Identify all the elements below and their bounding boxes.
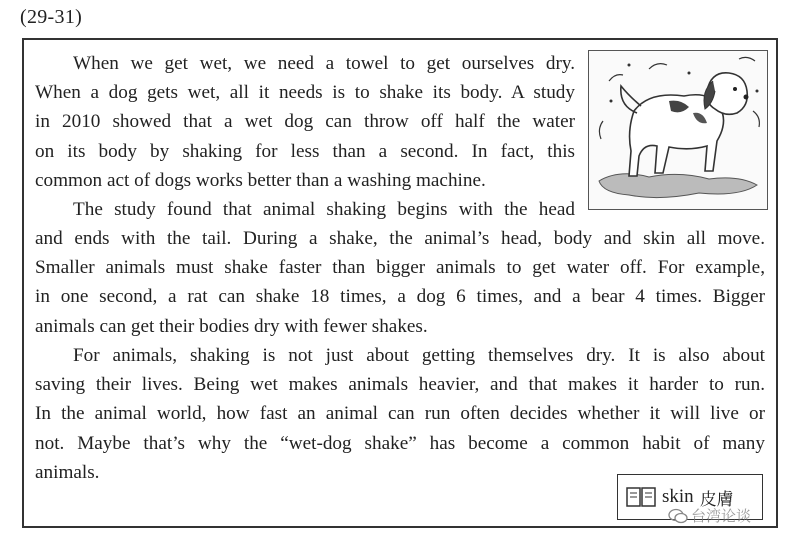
watermark — [668, 505, 751, 526]
paragraph-3 — [35, 341, 765, 487]
glossary-translation: 皮膚 — [699, 489, 734, 510]
paragraph-3-line: saving their lives. Being wet makes animals heavier, and that makes it harder to run. — [35, 374, 765, 396]
paragraph-1 — [35, 49, 575, 195]
book-icon — [626, 486, 656, 508]
paragraph-2-line: animals can get their bodies dry with fewer shakes. — [35, 315, 428, 337]
paragraph-2 — [35, 224, 765, 341]
paragraph-2-line: in one second, a rat can shake 18 times, a dog 6 times, and a bear 4 times. Bigger — [35, 286, 765, 308]
glossary-term: skin — [662, 486, 694, 507]
dog-icon — [589, 51, 766, 208]
paragraph-2-line: Smaller animals must shake faster than bigger animals to get water off. For example, — [35, 257, 765, 279]
question-range-label: (29-31) — [20, 6, 83, 28]
paragraph-2-line: and ends with the tail. During a shake, the animal’s head, body and skin all move. — [35, 228, 765, 249]
paragraph-1-line: When a dog gets wet, all it needs is to shake its body. A study — [35, 82, 575, 104]
paragraph-3-line: In the animal world, how fast an animal can run often decides whether it will live or — [35, 403, 765, 425]
paragraph-3-line: not. Maybe that’s why the “wet-dog shake” has become a common habit of many — [35, 432, 765, 454]
paragraph-1-line: on its body by shaking for less than a second. In fact, this — [35, 140, 575, 162]
wechat-icon — [668, 508, 688, 524]
paragraph-1-line: When we get wet, we need a towel to get ourselves dry. — [73, 53, 575, 74]
paragraph-3-line: For animals, shaking is not just about getting themselves dry. It is also about — [73, 345, 765, 366]
paragraph-3-line: animals. — [35, 461, 100, 483]
watermark-text: 台湾论谈 — [691, 507, 752, 525]
paragraph-1-line: in 2010 showed that a wet dog can throw off half the water — [35, 111, 575, 133]
paragraph-2-line: The study found that animal shaking begins with the head — [73, 199, 575, 220]
paragraph-1-line: common act of dogs works better than a washing machine. — [35, 169, 486, 191]
wet-dog-shaking-illustration — [588, 50, 768, 210]
paragraph-2-first-line — [35, 195, 575, 224]
